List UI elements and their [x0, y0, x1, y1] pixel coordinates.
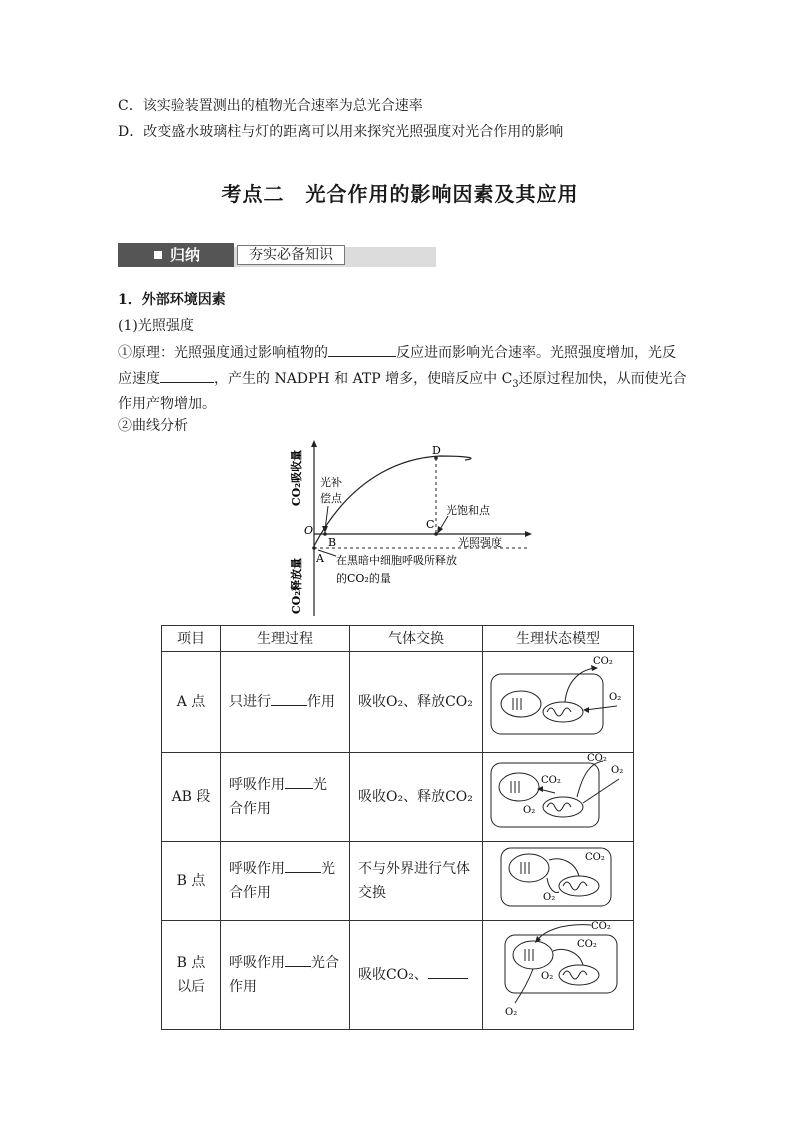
row-process: 呼吸作用 光 合作用	[221, 842, 350, 921]
svg-text:O₂: O₂	[611, 765, 624, 776]
row-item: AB 段	[162, 753, 221, 842]
cell-model-diagram	[483, 753, 633, 833]
table-row	[162, 652, 634, 753]
svg-text:CO₂: CO₂	[591, 921, 611, 932]
row-model	[483, 842, 634, 921]
principle-line-3: 作用产物增加。	[118, 396, 216, 412]
square-bullet-icon	[154, 251, 162, 259]
row-model	[483, 921, 634, 1030]
row-model	[483, 652, 634, 753]
fill-blank[interactable]	[328, 342, 396, 357]
row-item: B 点	[162, 842, 221, 921]
subheading-light: (1)光照强度	[118, 318, 194, 334]
light-intensity-table	[161, 625, 634, 1030]
header-item: 项目	[162, 626, 221, 652]
svg-text:CO₂: CO₂	[541, 775, 561, 786]
svg-text:O₂: O₂	[505, 1007, 518, 1018]
row-item: B 点 以后	[162, 921, 221, 1030]
y-axis-label-top: CO₂吸收量	[290, 449, 303, 507]
row-process: 只进行 作用	[221, 652, 350, 753]
light-response-curve	[280, 438, 540, 618]
cell-model-diagram	[483, 921, 633, 1021]
option-d: D．改变盛水玻璃柱与灯的距离可以用来探究光照强度对光合作用的影响	[118, 124, 564, 140]
curve-heading: ②曲线分析	[118, 418, 188, 434]
compensation-label-2: 偿点	[320, 492, 342, 505]
label-b: B	[328, 536, 337, 549]
table-row	[162, 753, 634, 842]
svg-text:CO₂: CO₂	[577, 939, 597, 950]
row-gas: 不与外界进行气体交换	[350, 842, 483, 921]
item-heading: 1．外部环境因素	[118, 292, 226, 308]
principle-line-1: ①原理：光照强度通过影响植物的 反应进而影响光合速率。光照强度增加，光反	[118, 342, 676, 363]
dark-label-1: 在黑暗中细胞呼吸所释放	[336, 554, 457, 567]
svg-text:CO₂: CO₂	[587, 753, 607, 764]
svg-text:O₂: O₂	[543, 892, 556, 903]
y-axis-label-bottom: CO₂释放量	[290, 557, 303, 615]
svg-text:CO₂: CO₂	[593, 656, 613, 667]
svg-text:CO₂: CO₂	[585, 852, 605, 863]
fill-blank[interactable]	[271, 691, 307, 706]
option-c: C．该实验装置测出的植物光合速率为总光合速率	[118, 98, 423, 114]
row-gas: 吸收O₂、释放CO₂	[350, 753, 483, 842]
fill-blank[interactable]	[285, 858, 321, 873]
fill-blank[interactable]	[285, 774, 313, 789]
compensation-label-1: 光补	[320, 476, 342, 489]
principle-line-2: 应速度 ，产生的 NADPH 和 ATP 增多，使暗反应中 $C_3$还原过程加快，从而使光合	[118, 368, 687, 395]
svg-text:O₂: O₂	[541, 971, 554, 982]
fill-blank[interactable]	[160, 368, 214, 383]
fill-blank[interactable]	[428, 964, 468, 979]
row-gas: 吸收O₂、释放CO₂	[350, 652, 483, 753]
row-model	[483, 753, 634, 842]
summary-banner	[118, 243, 436, 269]
svg-text:O₂: O₂	[609, 692, 622, 703]
table-row	[162, 842, 634, 921]
fill-blank[interactable]	[285, 952, 311, 967]
banner-tag: 归纳	[170, 246, 201, 264]
label-a: A	[316, 552, 324, 565]
row-process: 呼吸作用 光 合作用	[221, 753, 350, 842]
point-a	[312, 546, 316, 550]
label-d: D	[432, 444, 441, 457]
x-axis-label: 光照强度	[458, 536, 502, 549]
table-header-row	[162, 626, 634, 652]
header-model: 生理状态模型	[483, 626, 634, 652]
banner-subtitle: 夯实必备知识	[237, 245, 345, 265]
svg-text:O₂: O₂	[523, 805, 536, 816]
cell-model-diagram	[483, 842, 633, 912]
header-process: 生理过程	[221, 626, 350, 652]
origin-label: O	[304, 524, 314, 537]
dark-label-2: 的CO₂的量	[336, 572, 391, 585]
header-gas: 气体交换	[350, 626, 483, 652]
row-item: A 点	[162, 652, 221, 753]
cell-model-diagram	[483, 652, 633, 744]
section-title: 考点二 光合作用的影响因素及其应用	[221, 182, 579, 206]
saturation-label: 光饱和点	[446, 504, 490, 517]
table-row	[162, 921, 634, 1030]
label-c: C	[426, 518, 435, 531]
row-process: 呼吸作用 光合 作用	[221, 921, 350, 1030]
row-gas: 吸收CO₂、	[350, 921, 483, 1030]
